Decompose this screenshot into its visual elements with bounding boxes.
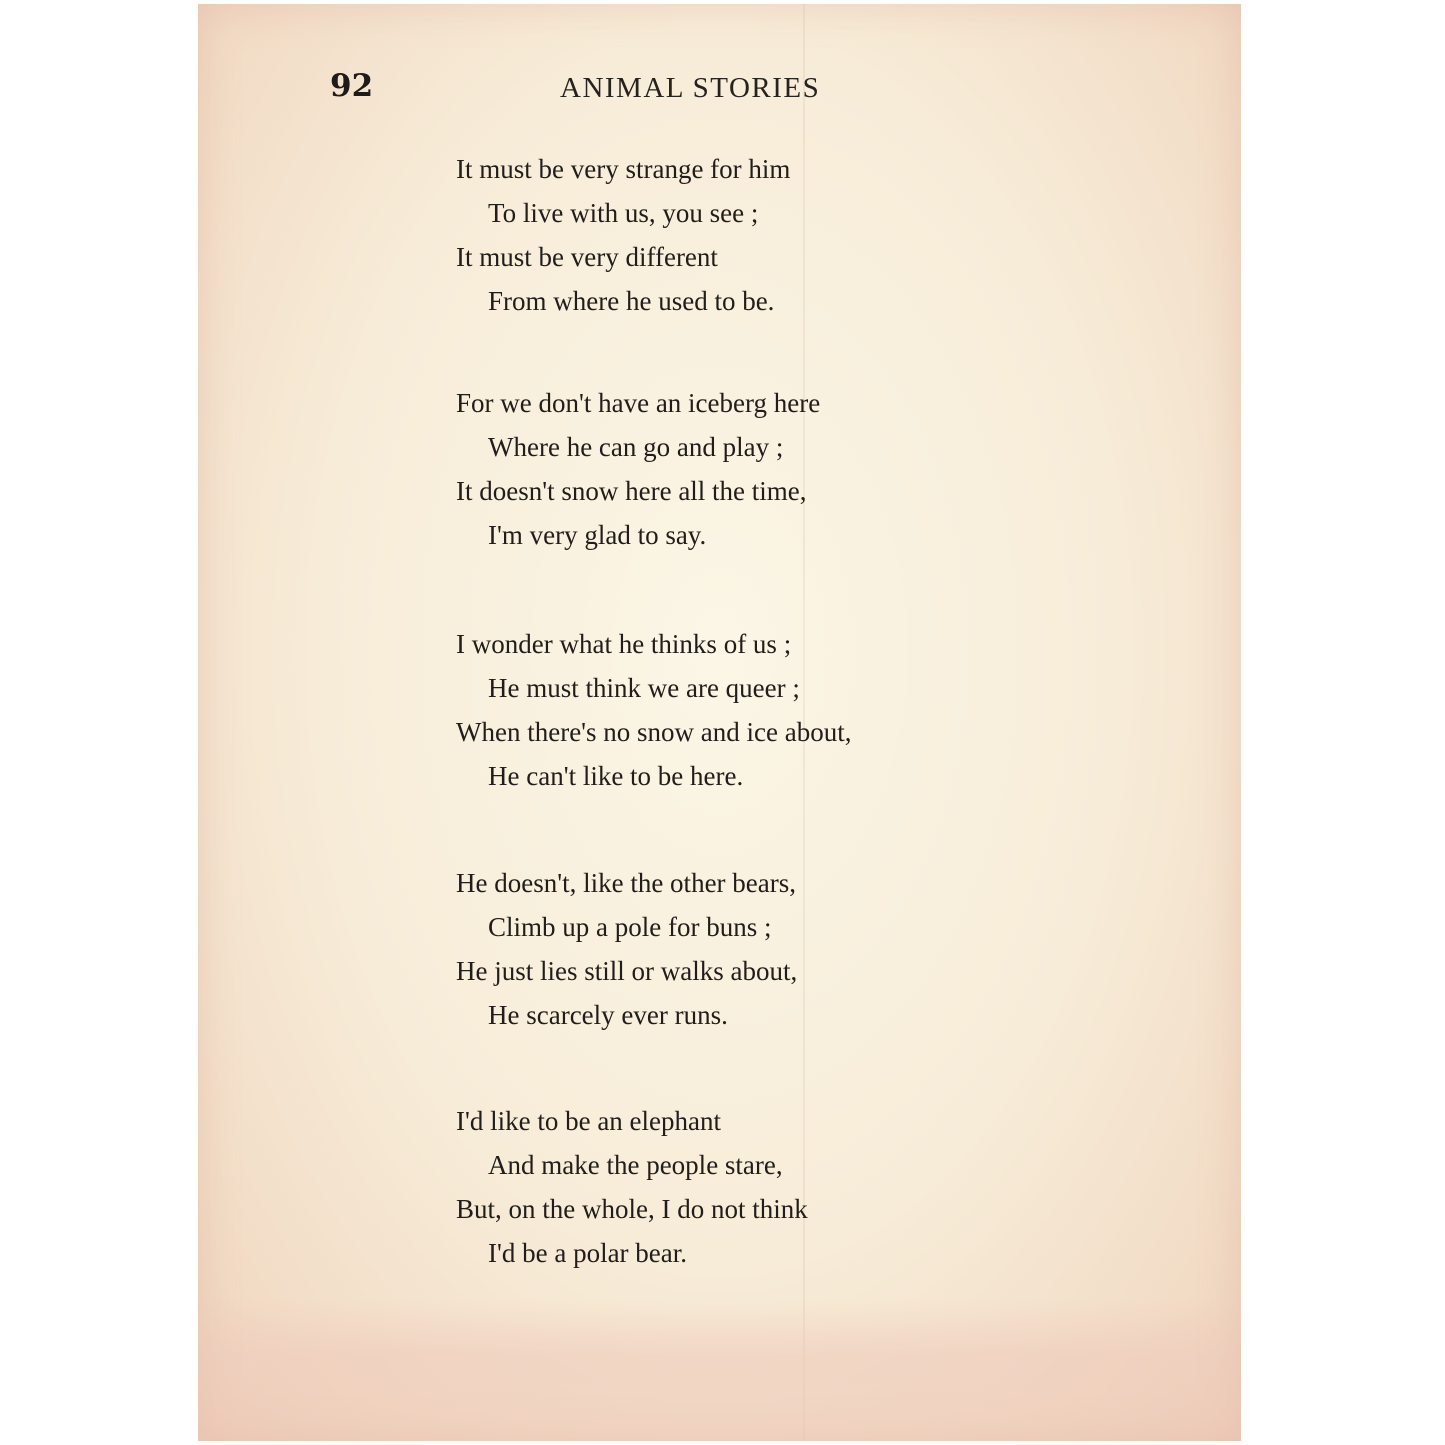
poem-line: When there's no snow and ice about, [456, 717, 852, 747]
poem-line: I'd like to be an elephant [456, 1106, 722, 1136]
stanza-5 [456, 1099, 808, 1275]
poem-line: I'd be a polar bear. [488, 1238, 688, 1268]
poem-line: I'm very glad to say. [488, 520, 707, 550]
poem-line: I wonder what he thinks of us ; [456, 629, 792, 659]
poem-line: And make the people stare, [488, 1150, 783, 1180]
stanza-4 [456, 861, 797, 1037]
poem-line: But, on the whole, I do not think [456, 1194, 808, 1224]
poem-line: He scarcely ever runs. [488, 1000, 728, 1030]
poem-line: He can't like to be here. [488, 761, 744, 791]
poem-line: For we don't have an iceberg here [456, 388, 821, 418]
running-title: ANIMAL STORIES [560, 72, 821, 104]
poem-line: He just lies still or walks about, [456, 956, 798, 986]
stanza-3 [456, 622, 852, 798]
stanza-2 [456, 381, 820, 557]
poem-line: From where he used to be. [488, 286, 775, 316]
poem-line: To live with us, you see ; [488, 198, 759, 228]
poem-line: He doesn't, like the other bears, [456, 868, 797, 898]
book-page [198, 4, 1241, 1441]
poem-line: He must think we are queer ; [488, 673, 800, 703]
poem-line: It must be very different [456, 242, 718, 272]
poem-line: It doesn't snow here all the time, [456, 476, 807, 506]
stanza-1 [456, 147, 790, 323]
poem-line: Where he can go and play ; [488, 432, 784, 462]
poem-line: Climb up a pole for buns ; [488, 912, 772, 942]
poem-line: It must be very strange for him [456, 154, 791, 184]
page-number: 92 [330, 68, 374, 104]
